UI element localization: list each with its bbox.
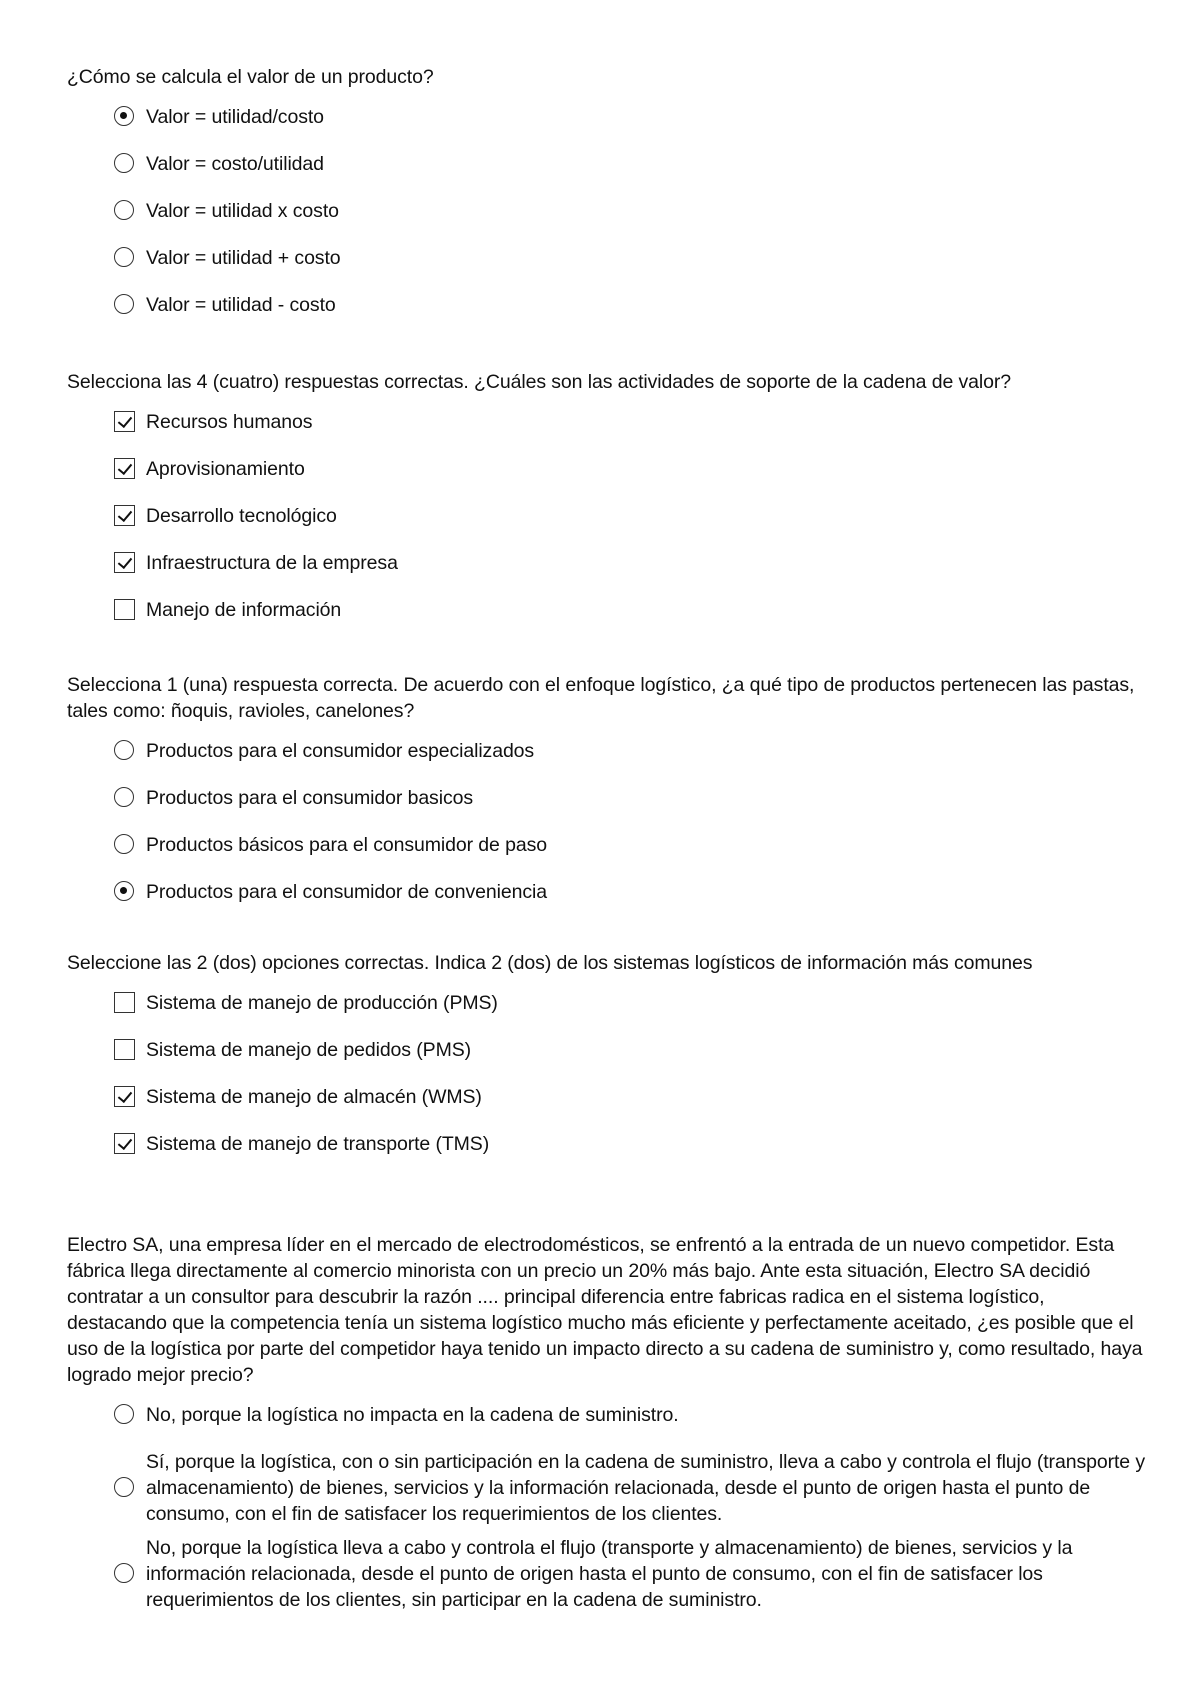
option-label: Productos para el consumidor de conveniencia <box>146 881 548 903</box>
option-label: Valor = utilidad/costo <box>146 106 324 128</box>
option-label: Sistema de manejo de producción (PMS) <box>146 992 498 1014</box>
question-text: Seleccione las 2 (dos) opciones correctas. Indica 2 (dos) de los sistemas logísticos de información más comunes <box>67 952 1033 974</box>
checkbox-checked-icon <box>114 505 135 526</box>
radio-selected-icon <box>114 881 134 901</box>
radio-option[interactable] <box>112 151 1147 177</box>
radio-control[interactable] <box>112 1402 138 1428</box>
option-label: Aprovisionamiento <box>146 458 305 480</box>
option-label: Recursos humanos <box>146 411 313 433</box>
option-label: Sistema de manejo de almacén (WMS) <box>146 1086 482 1108</box>
checkbox-empty-icon <box>114 992 135 1013</box>
radio-control[interactable] <box>112 292 138 318</box>
radio-empty-icon <box>114 294 134 314</box>
question-block <box>67 672 1147 926</box>
radio-option[interactable] <box>112 245 1147 271</box>
option-list <box>112 990 1147 1157</box>
radio-empty-icon <box>114 834 134 854</box>
checkbox-option[interactable] <box>112 1037 1147 1063</box>
radio-control[interactable] <box>112 245 138 271</box>
radio-control[interactable] <box>112 1561 138 1587</box>
radio-selected-icon <box>114 106 134 126</box>
radio-empty-icon <box>114 787 134 807</box>
checkbox-option[interactable] <box>112 1131 1147 1157</box>
radio-empty-icon <box>114 1404 134 1424</box>
radio-option[interactable] <box>112 738 1147 764</box>
checkbox-control[interactable] <box>112 1037 138 1063</box>
question-block <box>67 1232 1147 1621</box>
checkbox-control[interactable] <box>112 1084 138 1110</box>
checkbox-checked-icon <box>114 411 135 432</box>
option-label: Productos para el consumidor basicos <box>146 787 473 809</box>
checkbox-option[interactable] <box>112 597 1147 623</box>
checkbox-checked-icon <box>114 1086 135 1107</box>
radio-empty-icon <box>114 247 134 267</box>
option-list <box>112 1402 1147 1613</box>
option-label: No, porque la logística lleva a cabo y controla el flujo (transporte y almacenamiento) de bienes, servicios y la información relacionada, desde el punto de origen hasta el punto de consumo, con el fin de satisfacer los requerimientos de los clientes, sin participar en la cadena de suministro. <box>146 1537 1073 1611</box>
question-block <box>67 64 1147 339</box>
question-block <box>67 950 1147 1178</box>
option-label: Infraestructura de la empresa <box>146 552 398 574</box>
checkbox-empty-icon <box>114 1039 135 1060</box>
checkbox-empty-icon <box>114 599 135 620</box>
radio-control[interactable] <box>112 785 138 811</box>
checkbox-option[interactable] <box>112 990 1147 1016</box>
option-label: Valor = utilidad x costo <box>146 200 339 222</box>
question-block <box>67 369 1147 644</box>
radio-option[interactable] <box>112 1402 1147 1428</box>
radio-control[interactable] <box>112 104 138 130</box>
checkbox-control[interactable] <box>112 550 138 576</box>
option-label: Productos para el consumidor especializados <box>146 740 535 762</box>
option-label: Valor = costo/utilidad <box>146 153 324 175</box>
checkbox-option[interactable] <box>112 456 1147 482</box>
checkbox-option[interactable] <box>112 409 1147 435</box>
radio-control[interactable] <box>112 198 138 224</box>
radio-control[interactable] <box>112 1475 138 1501</box>
checkbox-option[interactable] <box>112 1084 1147 1110</box>
option-label: No, porque la logística no impacta en la cadena de suministro. <box>146 1404 679 1426</box>
checkbox-option[interactable] <box>112 503 1147 529</box>
checkbox-control[interactable] <box>112 990 138 1016</box>
radio-control[interactable] <box>112 879 138 905</box>
option-label: Valor = utilidad - costo <box>146 294 336 316</box>
radio-empty-icon <box>114 1563 134 1583</box>
option-label: Sistema de manejo de pedidos (PMS) <box>146 1039 472 1061</box>
option-list <box>112 738 1147 905</box>
radio-option[interactable] <box>112 1449 1147 1527</box>
checkbox-option[interactable] <box>112 550 1147 576</box>
radio-option[interactable] <box>112 104 1147 130</box>
radio-control[interactable] <box>112 832 138 858</box>
option-label: Desarrollo tecnológico <box>146 505 337 527</box>
radio-option[interactable] <box>112 832 1147 858</box>
option-label: Productos básicos para el consumidor de paso <box>146 834 547 856</box>
checkbox-control[interactable] <box>112 503 138 529</box>
checkbox-control[interactable] <box>112 456 138 482</box>
question-text: Selecciona las 4 (cuatro) respuestas correctas. ¿Cuáles son las actividades de soporte de la cadena de valor? <box>67 371 1012 393</box>
question-text: ¿Cómo se calcula el valor de un producto? <box>67 66 434 88</box>
option-label: Sistema de manejo de transporte (TMS) <box>146 1133 490 1155</box>
radio-empty-icon <box>114 200 134 220</box>
radio-option[interactable] <box>112 292 1147 318</box>
radio-empty-icon <box>114 1477 134 1497</box>
checkbox-checked-icon <box>114 1133 135 1154</box>
checkbox-control[interactable] <box>112 1131 138 1157</box>
checkbox-control[interactable] <box>112 409 138 435</box>
option-list <box>112 104 1147 318</box>
checkbox-control[interactable] <box>112 597 138 623</box>
option-label: Sí, porque la logística, con o sin participación en la cadena de suministro, lleva a cabo y controla el flujo (transporte y almacenamiento) de bienes, servicios y la información relacionada, desde el punto de origen hasta el punto de consumo, con el fin de satisfacer los requerimientos de los clientes. <box>146 1451 1146 1525</box>
option-list <box>112 409 1147 623</box>
radio-empty-icon <box>114 740 134 760</box>
question-text: Selecciona 1 (una) respuesta correcta. De acuerdo con el enfoque logístico, ¿a qué tipo de productos pertenecen las pastas, tales como: ñoquis, ravioles, canelones? <box>67 674 1135 722</box>
question-text: Electro SA, una empresa líder en el mercado de electrodomésticos, se enfrentó a la entrada de un nuevo competidor. Esta fábrica llega directamente al comercio minorista con un precio un 20% más bajo. Ante esta situación, Electro SA decidió contratar a un consultor para descubrir la razón .... principal diferencia entre fabricas radica en el sistema logístico, destacando que la competencia tenía un sistema logístico mucho más eficiente y perfectamente aceitado, ¿es posible que el uso de la logística por parte del competidor haya tenido un impacto directo a su cadena de suministro y, como resultado, haya logrado mejor precio? <box>67 1234 1143 1386</box>
checkbox-checked-icon <box>114 458 135 479</box>
radio-control[interactable] <box>112 738 138 764</box>
radio-option[interactable] <box>112 198 1147 224</box>
radio-option[interactable] <box>112 785 1147 811</box>
radio-option[interactable] <box>112 879 1147 905</box>
option-label: Valor = utilidad + costo <box>146 247 341 269</box>
checkbox-checked-icon <box>114 552 135 573</box>
radio-empty-icon <box>114 153 134 173</box>
radio-control[interactable] <box>112 151 138 177</box>
radio-option[interactable] <box>112 1535 1147 1613</box>
option-label: Manejo de información <box>146 599 342 621</box>
